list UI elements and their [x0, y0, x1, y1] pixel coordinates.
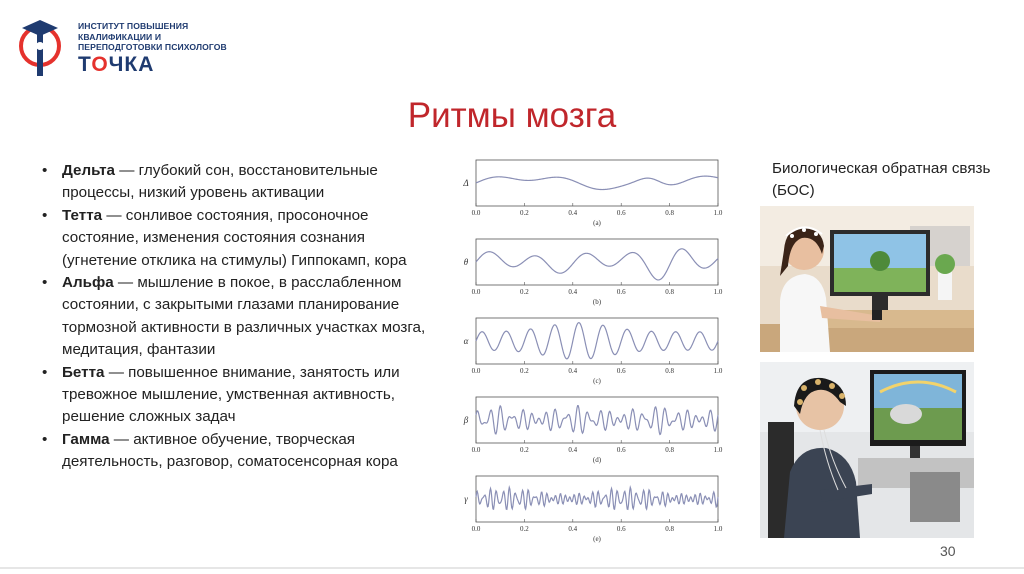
wave-tick-label: 0.0 — [471, 446, 481, 454]
term-beta: Бетта — [62, 363, 105, 381]
desc-delta: — глубокий сон, восстановительные процессы, низкий уровень активации — [62, 162, 378, 202]
wave-tick-label: 0.6 — [616, 446, 626, 454]
wave-tick-label: 1.0 — [713, 209, 723, 217]
wave-tick-label: 1.0 — [713, 288, 723, 296]
list-item-alpha — [42, 272, 442, 362]
wave-tick-label: 0.8 — [665, 525, 674, 533]
logo-line-2: КВАЛИФИКАЦИИ И — [78, 31, 162, 42]
logo-mark-icon — [14, 18, 66, 78]
wave-tick-label: 0.6 — [616, 525, 626, 533]
wave-tick-label: 0.0 — [471, 288, 481, 296]
logo-word-start: Т — [78, 53, 92, 76]
wave-tick-label: 0.6 — [616, 209, 626, 217]
wave-caption: (d) — [592, 456, 602, 464]
wave-symbol: θ — [463, 257, 469, 267]
term-gamma: Гамма — [62, 430, 110, 448]
desc-beta: — повышенное внимание, занятость или тревожное мышление, умственная активность, решение сложных задач — [62, 363, 400, 426]
wave-tick-label: 0.6 — [616, 367, 626, 375]
list-item-delta — [42, 160, 442, 205]
wave-tick-label: 0.2 — [520, 367, 529, 375]
logo-line-3: ПЕРЕПОДГОТОВКИ ПСИХОЛОГОВ — [78, 42, 227, 52]
wave-tick-label: 0.2 — [520, 288, 529, 296]
wave-tick-label: 0.8 — [665, 446, 674, 454]
desc-gamma: — активное обучение, творческая деятельность, разговор, соматосенсорная кора — [62, 430, 398, 471]
wave-caption: (e) — [593, 535, 601, 543]
wave-panel — [464, 318, 723, 385]
wave-trace — [476, 487, 718, 509]
boy-eeg-cap-icon — [760, 362, 974, 538]
wave-trace — [476, 406, 718, 435]
term-alpha: Альфа — [62, 274, 114, 292]
wave-tick-label: 0.0 — [471, 209, 481, 217]
wave-tick-label: 0.8 — [665, 367, 674, 375]
wave-tick-label: 0.6 — [616, 288, 626, 296]
wave-tick-label: 0.8 — [665, 288, 674, 296]
wave-symbol: Δ — [463, 178, 469, 188]
wave-caption: (a) — [593, 219, 601, 227]
wave-caption: (c) — [593, 377, 601, 385]
page-number: 30 — [940, 543, 956, 559]
wave-trace — [476, 176, 718, 189]
wave-tick-label: 0.4 — [568, 288, 578, 296]
wave-panel-frame — [476, 397, 718, 443]
wave-tick-label: 0.0 — [471, 367, 481, 375]
wave-panel — [464, 239, 723, 306]
page-title: Ритмы мозга — [407, 96, 617, 135]
desc-theta: — сонливое состояния, просоночное состояние, изменения состояния сознания (угнетение отклика на стимулы) Гиппокамп, кора — [62, 206, 407, 269]
wave-tick-label: 1.0 — [713, 525, 723, 533]
wave-symbol: γ — [464, 494, 468, 504]
desc-alpha: — мышление в покое, в расслабленном состоянии, с закрытыми глазами планирование тормозной активности в различных участках мозга, медитация, фантазии — [62, 274, 426, 359]
logo-wordmark — [78, 53, 154, 77]
wave-tick-label: 0.8 — [665, 209, 674, 217]
brainwave-figure — [456, 158, 730, 543]
wave-panel — [463, 397, 723, 464]
biofeedback-photo-2 — [760, 362, 974, 538]
wave-tick-label: 0.2 — [520, 446, 529, 454]
wave-caption: (b) — [592, 298, 602, 306]
wave-tick-label: 0.4 — [568, 446, 578, 454]
bottom-divider — [0, 567, 1024, 569]
wave-tick-label: 0.4 — [568, 209, 578, 217]
girl-at-monitor-icon — [760, 206, 974, 352]
wave-tick-label: 0.0 — [471, 525, 481, 533]
wave-tick-label: 0.4 — [568, 525, 578, 533]
wave-panel — [464, 476, 723, 543]
wave-panel — [462, 160, 723, 227]
wave-trace — [476, 323, 718, 359]
institute-logo[interactable] — [14, 18, 254, 82]
wave-symbol: β — [463, 415, 469, 425]
list-item-beta — [42, 362, 442, 429]
wave-tick-label: 0.2 — [520, 209, 529, 217]
rhythm-list — [42, 160, 442, 474]
term-theta: Тетта — [62, 206, 103, 224]
biofeedback-photo-1 — [760, 206, 974, 352]
list-item-gamma — [42, 429, 442, 474]
logo-word-mid: О — [91, 53, 109, 76]
wave-panel-frame — [476, 239, 718, 285]
wave-tick-label: 0.4 — [568, 367, 578, 375]
logo-text — [78, 21, 227, 53]
logo-line-1: ИНСТИТУТ ПОВЫШЕНИЯ — [78, 21, 189, 31]
wave-trace — [476, 249, 718, 280]
wave-tick-label: 1.0 — [713, 446, 723, 454]
biofeedback-caption: Биологическая обратная связь (БОС) — [772, 160, 991, 200]
wave-tick-label: 0.2 — [520, 525, 529, 533]
term-delta: Дельта — [62, 162, 115, 179]
list-item-theta — [42, 205, 442, 272]
wave-tick-label: 1.0 — [713, 367, 723, 375]
logo-word-end: ЧКА — [108, 53, 155, 76]
wave-symbol: α — [463, 336, 469, 346]
